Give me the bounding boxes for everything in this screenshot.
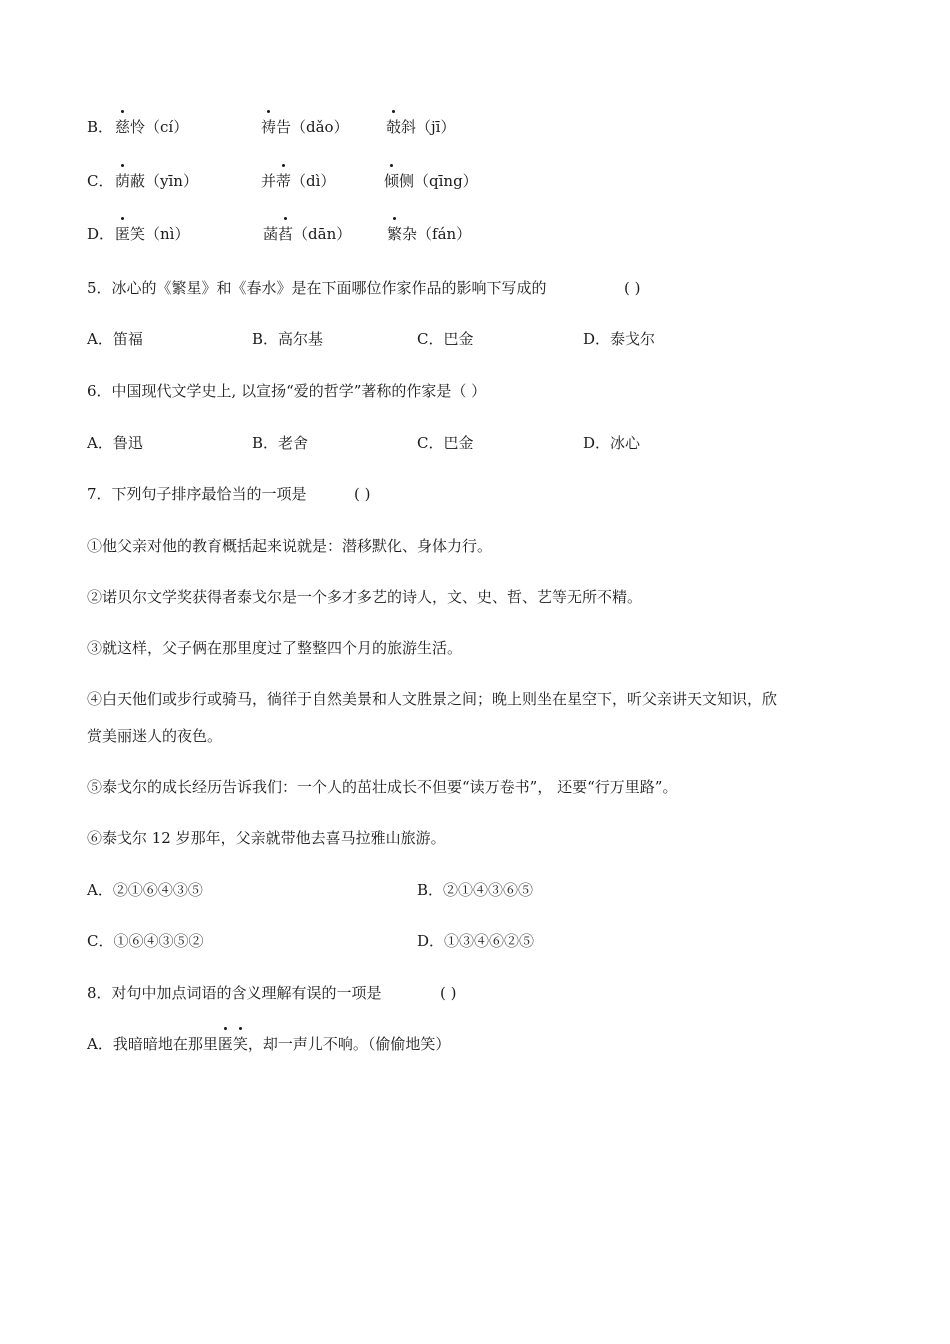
sentence-1: ①他父亲对他的教育概括起来说就是：潜移默化、身体力行。 bbox=[87, 537, 493, 555]
option-d: D．①③④⑥②⑤ bbox=[417, 932, 535, 950]
answer-blank: ( ) bbox=[440, 984, 457, 1002]
answer-blank: ( ) bbox=[354, 485, 371, 503]
option-a: A．我暗暗地在那里匿笑，却一声儿不响。（偷偷地笑） bbox=[87, 1035, 451, 1053]
option-c: C．①⑥④③⑤② bbox=[87, 932, 204, 950]
pinyin-item: 菡萏（dān） bbox=[263, 225, 352, 243]
pinyin-item: 攲斜（jī） bbox=[386, 118, 456, 136]
option-letter: C． bbox=[87, 172, 114, 190]
option-b: B．②①④③⑥⑤ bbox=[417, 881, 534, 899]
pinyin-item: 慈怜（cí） bbox=[115, 118, 189, 136]
option-b: B．高尔基 bbox=[252, 330, 324, 348]
sentence-3: ③就这样，父子俩在那里度过了整整四个月的旅游生活。 bbox=[87, 639, 463, 657]
option-a: A．笛福 bbox=[87, 330, 143, 348]
pinyin-item: 匿笑（nì） bbox=[115, 225, 190, 243]
sentence-6: ⑥泰戈尔 12 岁那年，父亲就带他去喜马拉雅山旅游。 bbox=[87, 829, 446, 847]
question-5-stem: 5．冰心的《繁星》和《春水》是在下面哪位作家作品的影响下写成的 bbox=[87, 279, 547, 297]
question-7-stem: 7．下列句子排序最恰当的一项是 bbox=[87, 485, 307, 503]
sentence-2: ②诺贝尔文学奖获得者泰戈尔是一个多才多艺的诗人，文、史、哲、艺等无所不精。 bbox=[87, 588, 643, 606]
option-a: A．鲁迅 bbox=[87, 434, 143, 452]
option-c: C．巴金 bbox=[417, 330, 474, 348]
pinyin-item: 繁杂（fán） bbox=[387, 225, 472, 243]
question-6-stem: 6．中国现代文学史上, 以宣扬“爱的哲学”著称的作家是（ ） bbox=[87, 382, 487, 400]
pinyin-item: 荫蔽（yīn） bbox=[115, 172, 198, 190]
answer-blank: ( ) bbox=[624, 279, 641, 297]
pinyin-item: 并蒂（dì） bbox=[261, 172, 336, 190]
pinyin-item: 祷告（dǎo） bbox=[261, 118, 349, 136]
sentence-5: ⑤泰戈尔的成长经历告诉我们：一个人的茁壮成长不但要“读万卷书”， 还要“行万里路”。 bbox=[87, 778, 678, 796]
option-letter: B． bbox=[87, 118, 114, 136]
pinyin-item: 倾侧（qīng） bbox=[384, 172, 478, 190]
option-a: A．②①⑥④③⑤ bbox=[87, 881, 203, 899]
option-c: C．巴金 bbox=[417, 434, 474, 452]
sentence-4-continued: 赏美丽迷人的夜色。 bbox=[87, 727, 223, 745]
option-b: B．老舍 bbox=[252, 434, 309, 452]
option-d: D．泰戈尔 bbox=[583, 330, 656, 348]
option-d: D．冰心 bbox=[583, 434, 641, 452]
option-letter: D． bbox=[87, 225, 115, 243]
sentence-4: ④白天他们或步行或骑马，徜徉于自然美景和人文胜景之间；晚上则坐在星空下，听父亲讲天文知识，欣 bbox=[87, 690, 778, 708]
question-8-stem: 8．对句中加点词语的含义理解有误的一项是 bbox=[87, 984, 382, 1002]
